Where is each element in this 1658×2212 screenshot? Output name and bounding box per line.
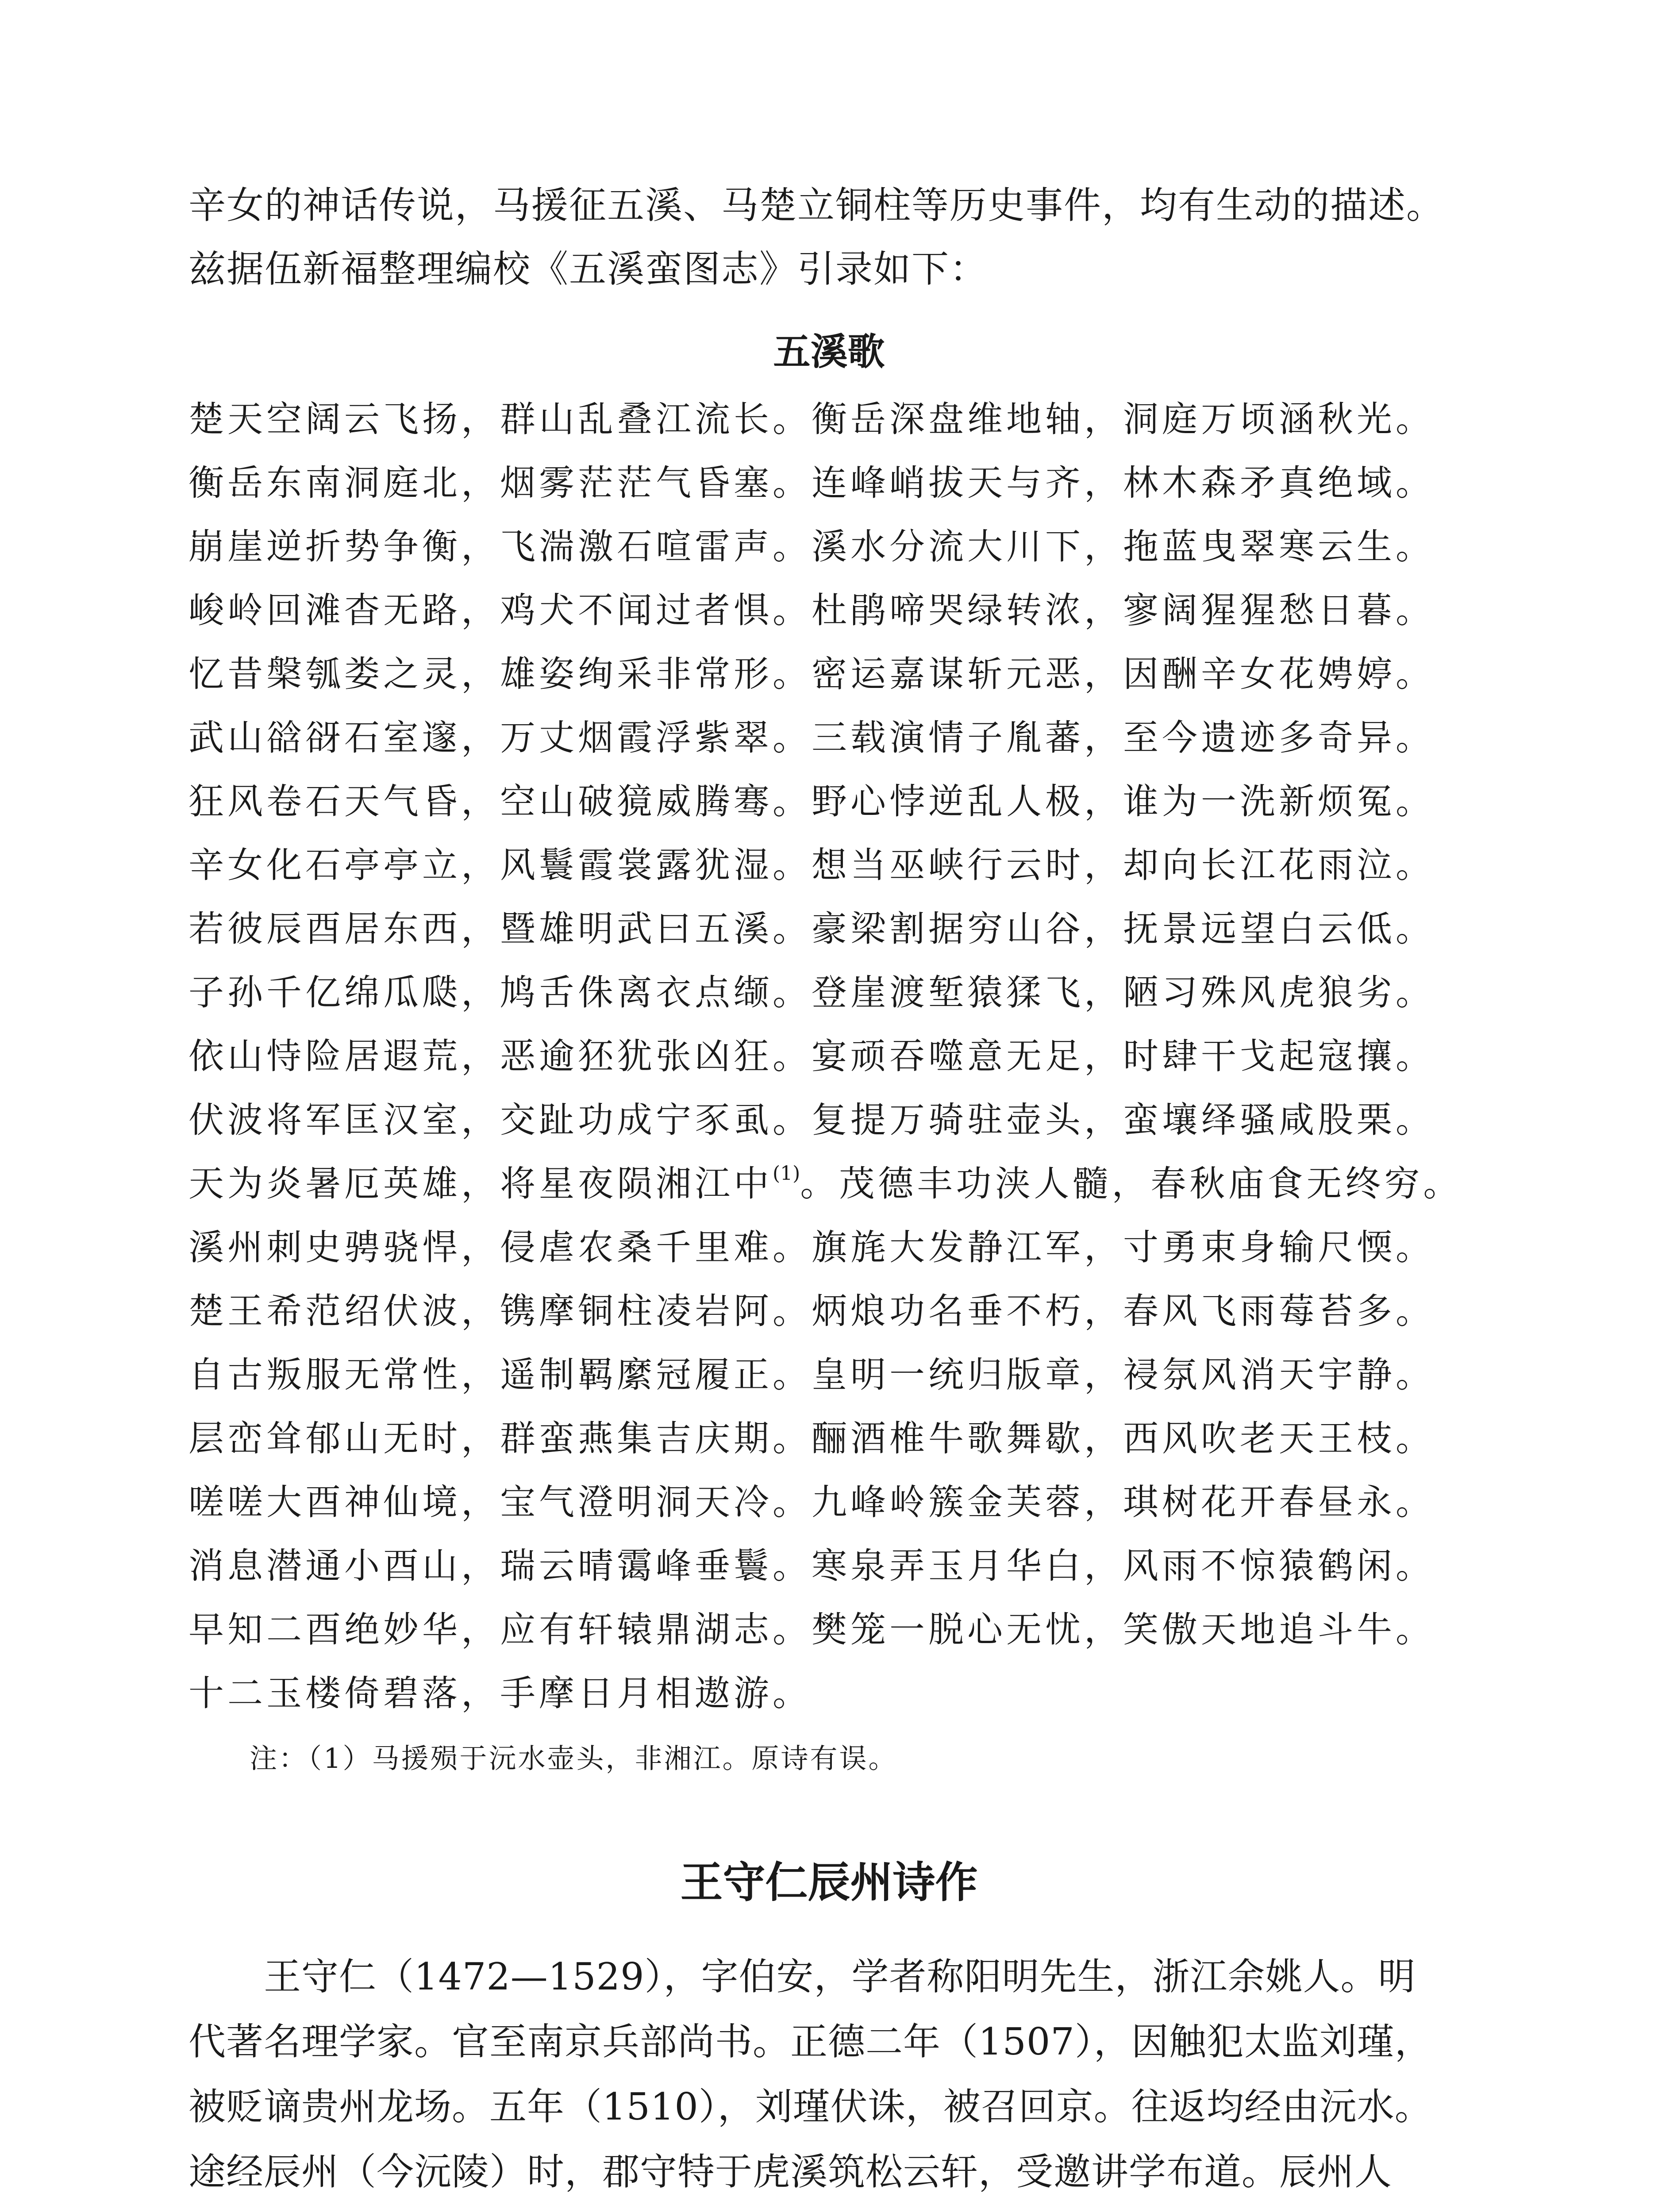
- poem-line-text: 。茂德丰功浃人髓，春秋庙食无终穷。: [800, 1163, 1462, 1204]
- poem-line: 楚天空阔云飞扬，群山乱叠江流长。衡岳深盘维地轴，洞庭万顷涵秋光。: [188, 399, 1435, 440]
- poem-line: 嗟嗟大酉神仙境，宝气澄明洞天冷。九峰岭簇金芙蓉，琪树花开春昼永。: [188, 1482, 1435, 1523]
- poem-line: 层峦耸郁山无时，群蛮燕集吉庆期。酾酒椎牛歌舞歇，西风吹老天王枝。: [188, 1418, 1435, 1459]
- poem-line: 依山恃险居遐荒，恶逾狉犹张凶狂。宴顽吞噬意无足，时肆干戈起寇攘。: [188, 1036, 1435, 1077]
- intro-paragraph: [188, 173, 1472, 301]
- paragraph-line: 途经辰州（今沅陵）时，郡守特于虎溪筑松云轩，受邀讲学布道。辰州人: [188, 2150, 1393, 2193]
- poem-title: 五溪歌: [773, 330, 885, 373]
- paragraph-line: 代著名理学家。官至南京兵部尚书。正德二年（1507），因触犯太监刘瑾，: [188, 2020, 1432, 2063]
- poem-line: 溪州刺史骋骁悍，侵虐农桑千里难。旗旄大发静江军，寸勇束身输尺愞。: [188, 1227, 1435, 1268]
- paragraph-line: 王守仁（1472—1529），字伯安，学者称阳明先生，浙江余姚人。明: [188, 1955, 1416, 1998]
- footnote-marker: (1): [773, 1162, 800, 1185]
- poem-line: 辛女化石亭亭立，风鬟霞裳露犹湿。想当巫峡行云时，却向长江花雨泣。: [188, 845, 1435, 886]
- poem-line: 自古叛服无常性，遥制羁縻冠履正。皇明一统归版章，祲氛风消天宇静。: [188, 1354, 1435, 1395]
- footnote: 注：（1）马援殒于沅水壶头，非湘江。原诗有误。: [250, 1742, 898, 1774]
- poem-line: 忆昔槃瓠娄之灵，雄姿绚采非常形。密运嘉谋斩元恶，因酬辛女花娉婷。: [188, 653, 1435, 695]
- section-paragraph: [188, 1944, 1472, 2204]
- poem-line: 狂风卷石天气昏，空山破獍威腾骞。野心悖逆乱人极，谁为一洗新烦冤。: [188, 781, 1435, 822]
- poem-body: [188, 388, 1472, 1725]
- poem-line: 十二玉楼倚碧落，手摩日月相遨游。: [188, 1673, 812, 1714]
- poem-line: 崩崖逆折势争衡，飞湍激石喧雷声。溪水分流大川下，拖蓝曳翠寒云生。: [188, 526, 1435, 567]
- poem-line: 子孙千亿绵瓜瓞，鸠舌侏离衣点缬。登崖渡堑猿猱飞，陋习殊风虎狼劣。: [188, 972, 1435, 1013]
- poem-line: 武山谽谺石室邃，万丈烟霞浮紫翠。三载演情子胤蕃，至今遗迹多奇异。: [188, 717, 1435, 758]
- poem-line: 楚王希范绍伏波，镌摩铜柱凌岩阿。炳烺功名垂不朽，春风飞雨莓苔多。: [188, 1290, 1435, 1332]
- section-title: 王守仁辰州诗作: [680, 1857, 978, 1907]
- poem-line-with-footnote: [188, 1152, 1472, 1216]
- poem-line: 伏波将军匡汉室，交趾功成宁豕虱。复提万骑驻壶头，蛮壤绎骚咸股栗。: [188, 1099, 1435, 1141]
- poem-line: 若彼辰酉居东西，暨雄明武曰五溪。豪梁割据穷山谷，抚景远望白云低。: [188, 908, 1435, 949]
- poem-line: 峻岭回滩杳无路，鸡犬不闻过者惧。杜鹃啼哭绿转浓，寥阔猩猩愁日暮。: [188, 590, 1435, 631]
- poem-line-text: 天为炎暑厄英雄，将星夜陨湘江中: [188, 1163, 773, 1204]
- paragraph-line: 被贬谪贵州龙场。五年（1510），刘瑾伏诛，被召回京。往返均经由沅水。: [188, 2085, 1432, 2128]
- poem-line: 消息潜通小酉山，瑞云晴霭峰垂鬟。寒泉弄玉月华白，风雨不惊猿鹤闲。: [188, 1545, 1435, 1586]
- poem-line: 衡岳东南洞庭北，烟雾茫茫气昏塞。连峰峭拔天与齐，林木森矛真绝域。: [188, 462, 1435, 503]
- intro-line: 兹据伍新福整理编校《五溪蛮图志》引录如下：: [188, 247, 988, 291]
- poem-line: 早知二酉绝妙华，应有轩辕鼎湖志。樊笼一脱心无忧，笑傲天地追斗牛。: [188, 1609, 1435, 1650]
- intro-line: 辛女的神话传说，马援征五溪、马楚立铜柱等历史事件，均有生动的描述。: [188, 184, 1445, 227]
